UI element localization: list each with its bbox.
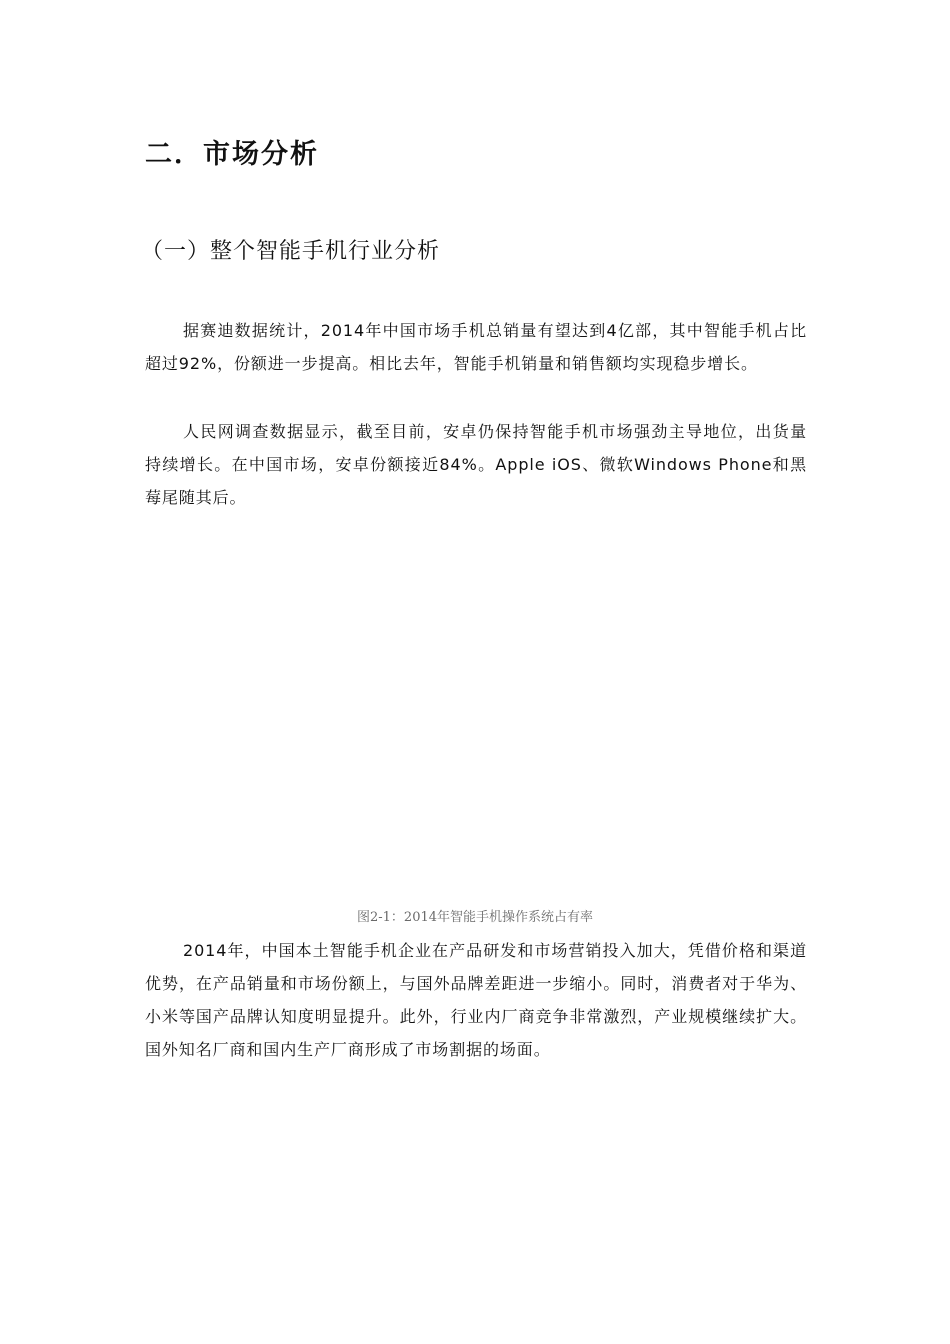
sub-heading: （一）整个智能手机行业分析 [141,239,441,264]
figure-caption: 图2-1：2014年智能手机操作系统占有率 [356,910,594,925]
paragraph-os-share: 人民网调查数据显示，截至目前，安卓仍保持智能手机市场强劲主导地位，出货量持续增长。在中国市场，安卓份额接近84%。Apple iOS、微软Windows Phone和黑莓尾随其后。 [145,422,807,507]
figure-placeholder [145,520,807,900]
section-heading: 二．市场分析 [145,139,319,170]
paragraph-market-sales: 据赛迪数据统计，2014年中国市场手机总销量有望达到4亿部，其中智能手机占比超过92%，份额进一步提高。相比去年，智能手机销量和销售额均实现稳步增长。 [145,321,807,373]
paragraph-domestic-brands: 2014年，中国本土智能手机企业在产品研发和市场营销投入加大，凭借价格和渠道优势，在产品销量和市场份额上，与国外品牌差距进一步缩小。同时，消费者对于华为、小米等国产品牌认知度明显提升。此外，行业内厂商竞争非常激烈，产业规模继续扩大。国外知名厂商和国内生产厂商形成了市场割据的场面。 [145,941,807,1059]
